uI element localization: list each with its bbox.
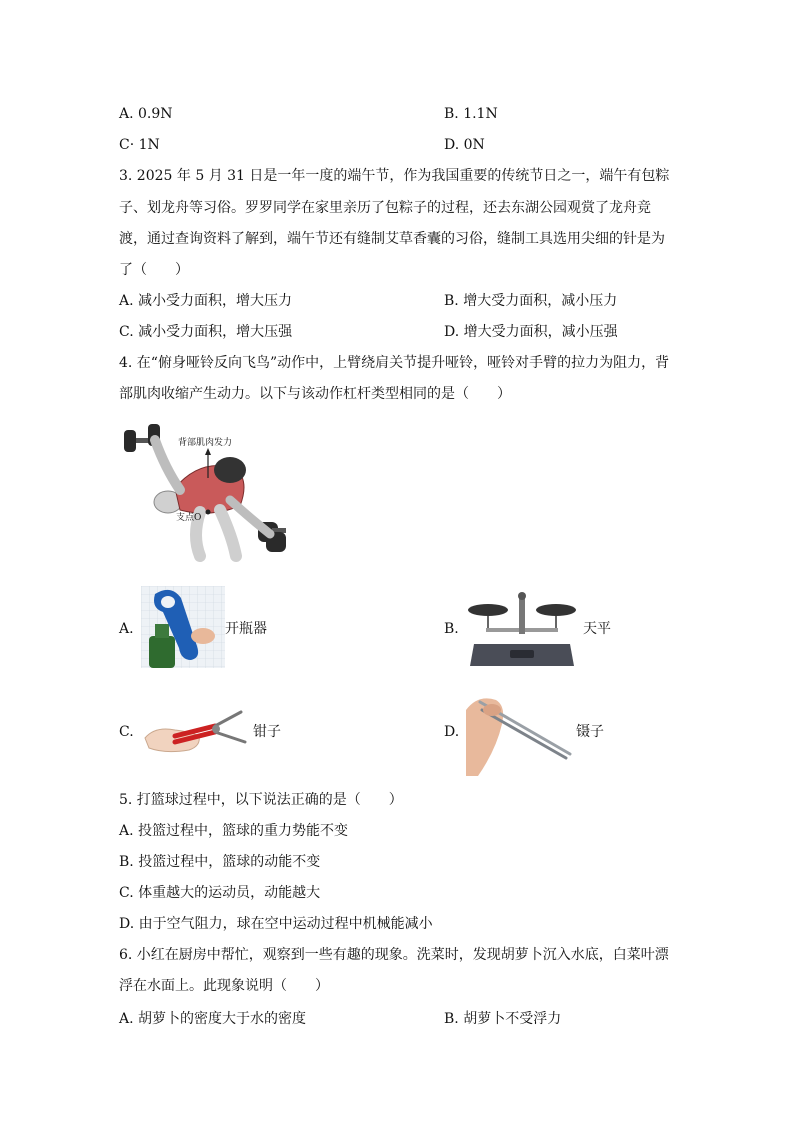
q3-option-a: A. 减小受力面积，增大压力 bbox=[119, 293, 293, 309]
pliers-icon bbox=[141, 706, 251, 756]
q3-stem-line2: 子、划龙舟等习俗。罗罗同学在家里亲历了包粽子的过程，还去东湖公园观赏了龙舟竞 bbox=[119, 200, 651, 216]
q6-option-b: B. 胡萝卜不受浮力 bbox=[444, 1011, 562, 1027]
tweezers-icon bbox=[466, 690, 574, 776]
q5-stem: 5. 打篮球过程中，以下说法正确的是（ ） bbox=[119, 792, 403, 808]
q4-option-a-name: 开瓶器 bbox=[225, 621, 267, 637]
q4-option-d-letter: D. bbox=[444, 724, 460, 740]
q2-option-d: D. 0N bbox=[444, 137, 485, 153]
q3-option-b: B. 增大受力面积，减小压力 bbox=[444, 293, 618, 309]
bottle-opener-icon bbox=[141, 586, 225, 668]
dumbbell-exercise-figure bbox=[120, 418, 300, 568]
q6-option-a: A. 胡萝卜的密度大于水的密度 bbox=[119, 1011, 307, 1027]
q5-option-b: B. 投篮过程中，篮球的动能不变 bbox=[119, 854, 321, 870]
q3-option-c: C. 减小受力面积，增大压强 bbox=[119, 324, 293, 340]
q3-stem-line3: 渡，通过查询资料了解到，端午节还有缝制艾草香囊的习俗，缝制工具选用尖细的针是为 bbox=[119, 231, 665, 247]
q2-option-c: C· 1N bbox=[119, 137, 160, 153]
figure-label-muscle-force: 背部肌肉发力 bbox=[178, 438, 233, 448]
q4-option-c-letter: C. bbox=[119, 724, 134, 740]
q4-option-b-letter: B. bbox=[444, 621, 459, 637]
q2-option-a: A. 0.9N bbox=[119, 106, 173, 122]
q5-option-a: A. 投篮过程中，篮球的重力势能不变 bbox=[119, 823, 349, 839]
q3-stem-line1: 3. 2025 年 5 月 31 日是一年一度的端午节，作为我国重要的传统节日之一，端午有包粽 bbox=[119, 168, 670, 184]
q6-stem-line2: 浮在水面上。此现象说明（ ） bbox=[119, 978, 329, 994]
q4-stem-line1: 4. 在“俯身哑铃反向飞鸟”动作中，上臂绕肩关节提升哑铃，哑铃对手臂的拉力为阻力，背 bbox=[119, 355, 670, 371]
q3-option-d: D. 增大受力面积，减小压强 bbox=[444, 324, 618, 340]
q6-stem-line1: 6. 小红在厨房中帮忙，观察到一些有趣的现象。洗菜时，发现胡萝卜沉入水底，白菜叶漂 bbox=[119, 947, 669, 963]
q3-stem-line4: 了（ ） bbox=[119, 262, 189, 278]
q4-option-b-name: 天平 bbox=[583, 621, 611, 637]
q2-option-b: B. 1.1N bbox=[444, 106, 498, 122]
q5-option-c: C. 体重越大的运动员，动能越大 bbox=[119, 885, 321, 901]
q4-option-d-name: 镊子 bbox=[576, 724, 604, 740]
figure-label-pivot: 支点O bbox=[176, 513, 202, 523]
balance-scale-icon bbox=[466, 590, 578, 670]
q5-option-d: D. 由于空气阻力，球在空中运动过程中机械能减小 bbox=[119, 916, 433, 932]
q4-stem-line2: 部肌肉收缩产生动力。以下与该动作杠杆类型相同的是（ ） bbox=[119, 386, 511, 402]
q4-option-a-letter: A. bbox=[119, 621, 134, 637]
q4-option-c-name: 钳子 bbox=[253, 724, 281, 740]
